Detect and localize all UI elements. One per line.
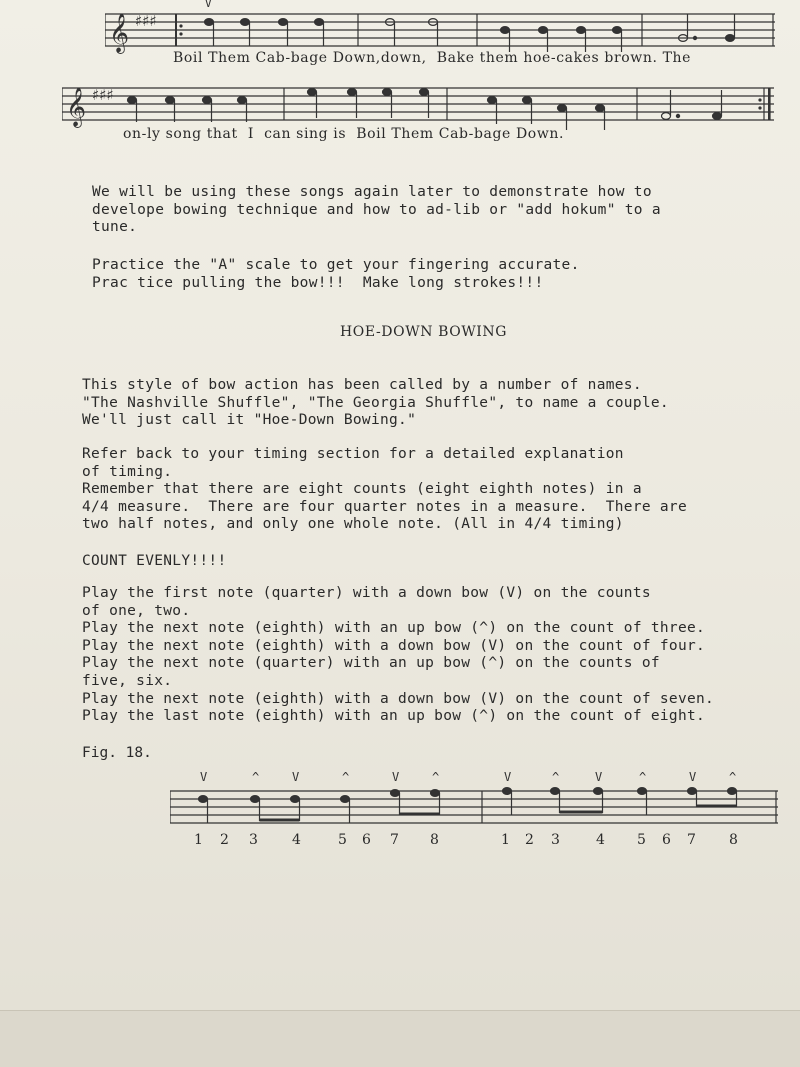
bow-mark: ^ <box>552 770 560 784</box>
section-heading: HOE-DOWN BOWING <box>340 324 508 340</box>
figure-18-staff <box>170 765 782 833</box>
bowing-instructions: Play the first note (quarter) with a down bow (V) on the counts of one, two. Play the next note (eighth) with an up bow (^) on the count of three. Play the next note (eighth) with a down bow (V) on the count of four. Play the next note (quarter) with an up bow (^) on the counts of five, six. Play the next note (eighth) with a down bow (V) on the count of seven. Play the last note (eighth) with an up bow (^) on the count of eight. <box>82 585 715 725</box>
svg-text:♯♯♯: ♯♯♯ <box>135 12 157 30</box>
count-evenly-line: COUNT EVENLY!!!! <box>82 553 227 569</box>
count-number: 6 <box>362 832 371 848</box>
count-number: 5 <box>637 832 646 848</box>
bow-mark: ^ <box>729 770 737 784</box>
bow-mark: V <box>689 770 697 784</box>
bow-mark: V <box>392 770 400 784</box>
count-number: 3 <box>249 832 258 848</box>
count-number: 5 <box>338 832 347 848</box>
svg-text:♯♯♯: ♯♯♯ <box>92 86 114 104</box>
lyrics-line-2: on-ly song that I can sing is Boil Them Cab-bage Down. <box>123 126 565 142</box>
figure-label: Fig. 18. <box>82 745 152 761</box>
lyrics-line-1: Boil Them Cab-bage Down,down, Bake them hoe-cakes brown. The <box>173 50 692 66</box>
intro-paragraph-2: Practice the "A" scale to get your fingering accurate. Prac tice pulling the bow!!! Make long strokes!!! <box>92 257 580 291</box>
intro-paragraph-1: We will be using these songs again later to demonstrate how to develope bowing technique and how to ad-lib or "add hokum" to a tune. <box>92 184 661 236</box>
bow-mark: V <box>200 770 208 784</box>
count-number: 7 <box>687 832 696 848</box>
bow-mark: ^ <box>342 770 350 784</box>
bow-mark: V <box>292 770 300 784</box>
count-number: 8 <box>729 832 738 848</box>
count-number: 1 <box>194 832 203 848</box>
bow-mark: ^ <box>252 770 260 784</box>
bow-mark: ^ <box>639 770 647 784</box>
bow-mark: ^ <box>432 770 440 784</box>
section-paragraph-1: This style of bow action has been called by a number of names. "The Nashville Shuffle", "The Georgia Shuffle", to name a couple. We'll just call it "Hoe-Down Bowing." <box>82 377 669 429</box>
count-number: 7 <box>390 832 399 848</box>
count-number: 1 <box>501 832 510 848</box>
count-number: 6 <box>662 832 671 848</box>
treble-clef-icon: 𝄞 <box>109 13 130 53</box>
section-paragraph-2: Refer back to your timing section for a detailed explanation of timing. Remember that there are eight counts (eight eighth notes) in a 4/4 measure. There are four quarter notes in a measure. There are two half notes, and only one whole note. (All in 4/4 timing) <box>82 446 687 533</box>
count-number: 2 <box>525 832 534 848</box>
bow-mark: V <box>595 770 603 784</box>
count-number: 4 <box>596 832 605 848</box>
bow-mark: V <box>504 770 512 784</box>
count-number: 4 <box>292 832 301 848</box>
desk-surface <box>0 1010 800 1067</box>
treble-clef-icon: 𝄞 <box>66 87 87 127</box>
svg-text:V: V <box>205 0 212 10</box>
count-number: 2 <box>220 832 229 848</box>
count-number: 8 <box>430 832 439 848</box>
count-number: 3 <box>551 832 560 848</box>
